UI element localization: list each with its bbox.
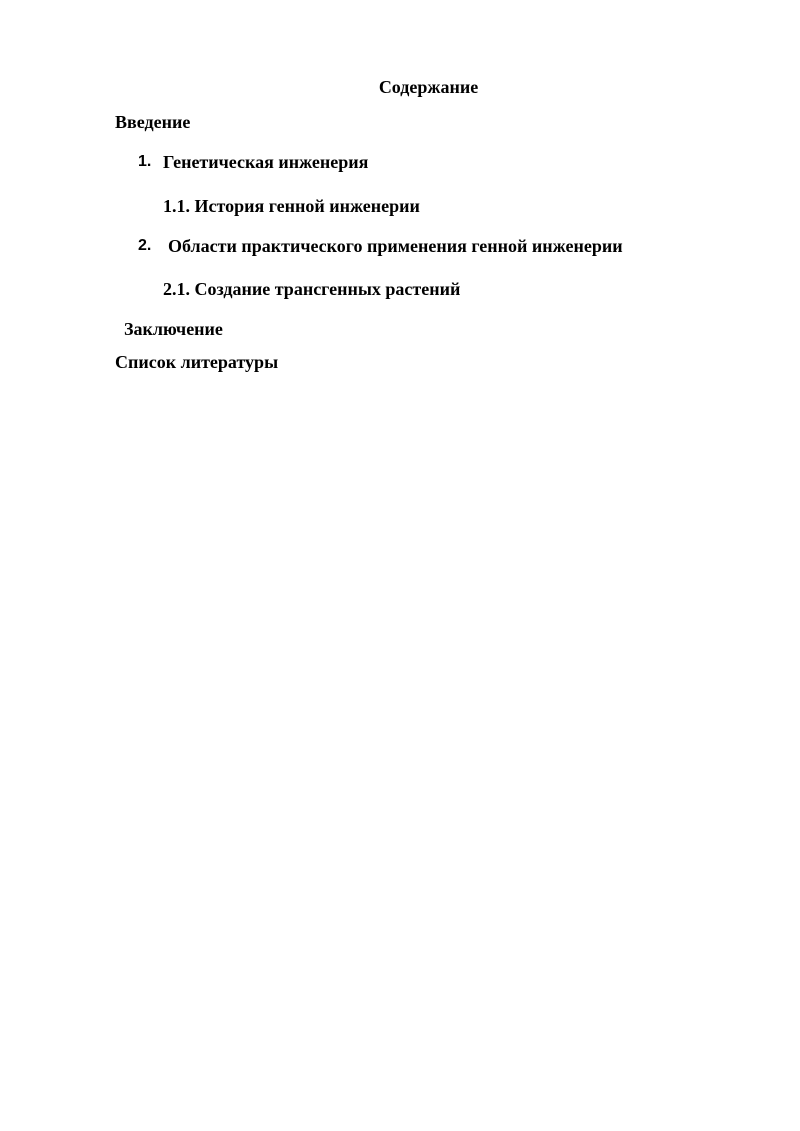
toc-entry-applications: Области практического применения генной инженерии	[168, 236, 623, 256]
toc-subentry-history: 1.1. История генной инженерии	[163, 196, 420, 216]
toc-entry-conclusion: Заключение	[124, 319, 223, 339]
toc-entry-genetic-engineering: Генетическая инженерия	[163, 152, 369, 172]
toc-entry-number: 2.	[138, 237, 152, 254]
toc-title: Содержание	[378, 77, 479, 97]
toc-entry-number: 1.	[138, 153, 152, 170]
toc-entry-introduction: Введение	[115, 112, 191, 132]
toc-entry-bibliography: Список литературы	[115, 352, 279, 372]
toc-subentry-transgenic-plants: 2.1. Создание трансгенных растений	[163, 279, 461, 299]
